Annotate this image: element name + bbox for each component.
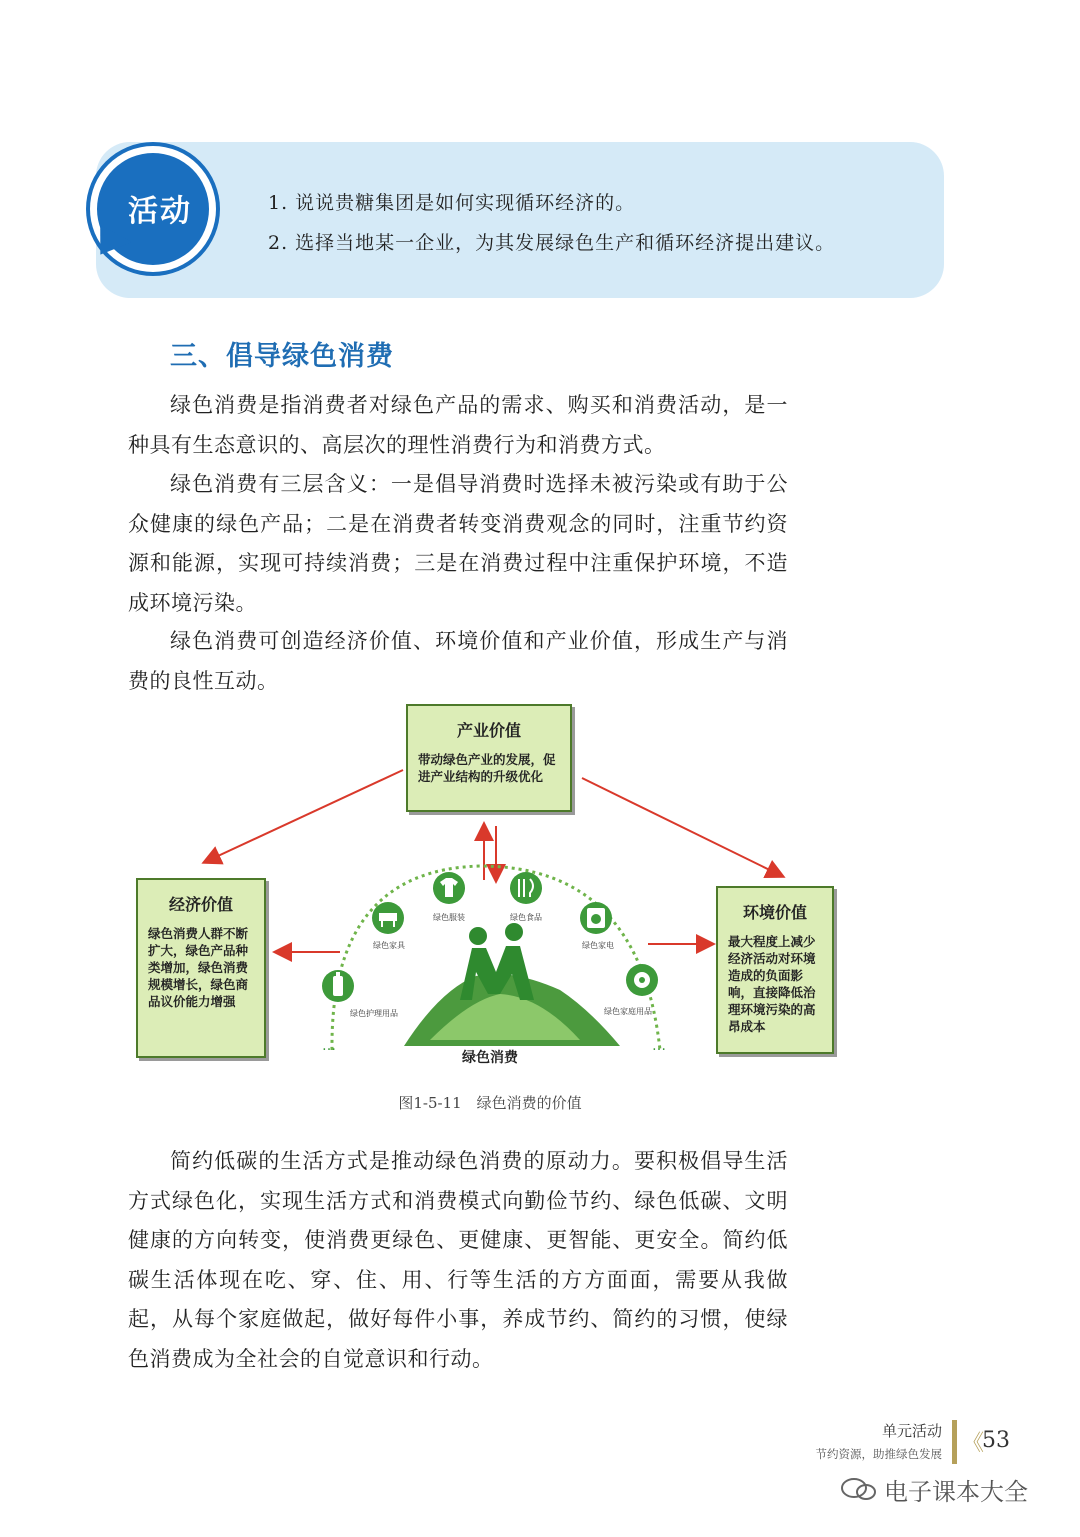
page-number: 53	[982, 1428, 1010, 1453]
icon-label: 绿色服装	[433, 913, 465, 922]
footer-unit-title: 单元活动	[881, 1422, 942, 1440]
paragraph-2: 绿色消费有三层含义：一是倡导消费时选择未被污染或有助于公众健康的绿色产品；二是在消费者转变消费观念的同时，注重节约资源和能源，实现可持续消费；三是在消费过程中注重保护环境，不造成环境污染。	[128, 472, 788, 615]
industry-value-desc: 带动绿色产业的发展，促进产业结构的升级优化	[418, 752, 556, 784]
footer-unit-subtitle: 节约资源，助推绿色发展	[815, 1447, 942, 1461]
ellipsis-right: …	[652, 1038, 666, 1054]
icon-label: 绿色家具	[373, 941, 405, 950]
economy-value-desc: 绿色消费人群不断扩大，绿色产品种类增加，绿色消费规模增长，绿色商品议价能力增强	[148, 926, 249, 1009]
activity-label: 活动	[128, 194, 192, 229]
paragraph-4: 简约低碳的生活方式是推动绿色消费的原动力。要积极倡导生活方式绿色化，实现生活方式和消费模式向勤俭节约、绿色低碳、文明健康的方向转变，使消费更绿色、更健康、更智能、更安全。简约低碳生活体现在吃、穿、住、用、行等生活的方方面面，需要从我做起，从每个家庭做起，做好每件小事，养成节约、简约的习惯，使绿色消费成为全社会的自觉意识和行动。	[128, 1149, 788, 1371]
icon-label: 绿色家庭用品	[604, 1007, 652, 1016]
icon-label: 绿色家电	[582, 941, 614, 950]
arrow-industry-to-economy	[205, 770, 403, 862]
figure-caption: 图1-5-11 绿色消费的价值	[398, 1094, 582, 1112]
icon-furniture	[372, 902, 404, 934]
icon-food	[510, 872, 542, 904]
paragraph-3: 绿色消费可创造经济价值、环境价值和产业价值，形成生产与消费的良性互动。	[128, 629, 788, 693]
industry-value-box	[406, 704, 572, 812]
icon-clothing	[433, 872, 465, 904]
icon-appliance	[580, 902, 612, 934]
industry-value-title: 产业价值	[456, 721, 521, 740]
icon-household	[626, 964, 658, 996]
arrow-industry-to-environment	[582, 778, 782, 876]
economy-value-title: 经济价值	[168, 895, 233, 914]
people-figures	[460, 923, 534, 1000]
environment-value-title: 环境价值	[742, 903, 807, 922]
chevron-left-icon: 《	[962, 1431, 985, 1456]
activity-item-2: 2. 选择当地某一企业，为其发展绿色生产和循环经济提出建议。	[268, 232, 836, 254]
icon-care	[322, 970, 354, 1002]
icon-label: 绿色食品	[510, 913, 542, 922]
environment-value-desc: 最大程度上减少经济活动对环境造成的负面影响，直接降低治理环境污染的高昂成本	[728, 934, 816, 1034]
economy-value-box	[136, 878, 266, 1058]
wechat-icon	[840, 1477, 878, 1501]
activity-item-1: 1. 说说贵糖集团是如何实现循环经济的。	[268, 192, 636, 214]
footer-divider	[952, 1420, 957, 1464]
watermark-text: 电子课本大全	[884, 1478, 1028, 1506]
section-title: 三、倡导绿色消费	[170, 341, 394, 372]
paragraph-1: 绿色消费是指消费者对绿色产品的需求、购买和消费活动，是一种具有生态意识的、高层次的理性消费行为和消费方式。	[128, 393, 788, 457]
environment-value-box	[716, 886, 834, 1054]
icon-label: 绿色护理用品	[350, 1009, 398, 1018]
ellipsis-left: …	[322, 1038, 336, 1054]
center-label: 绿色消费	[462, 1050, 518, 1066]
